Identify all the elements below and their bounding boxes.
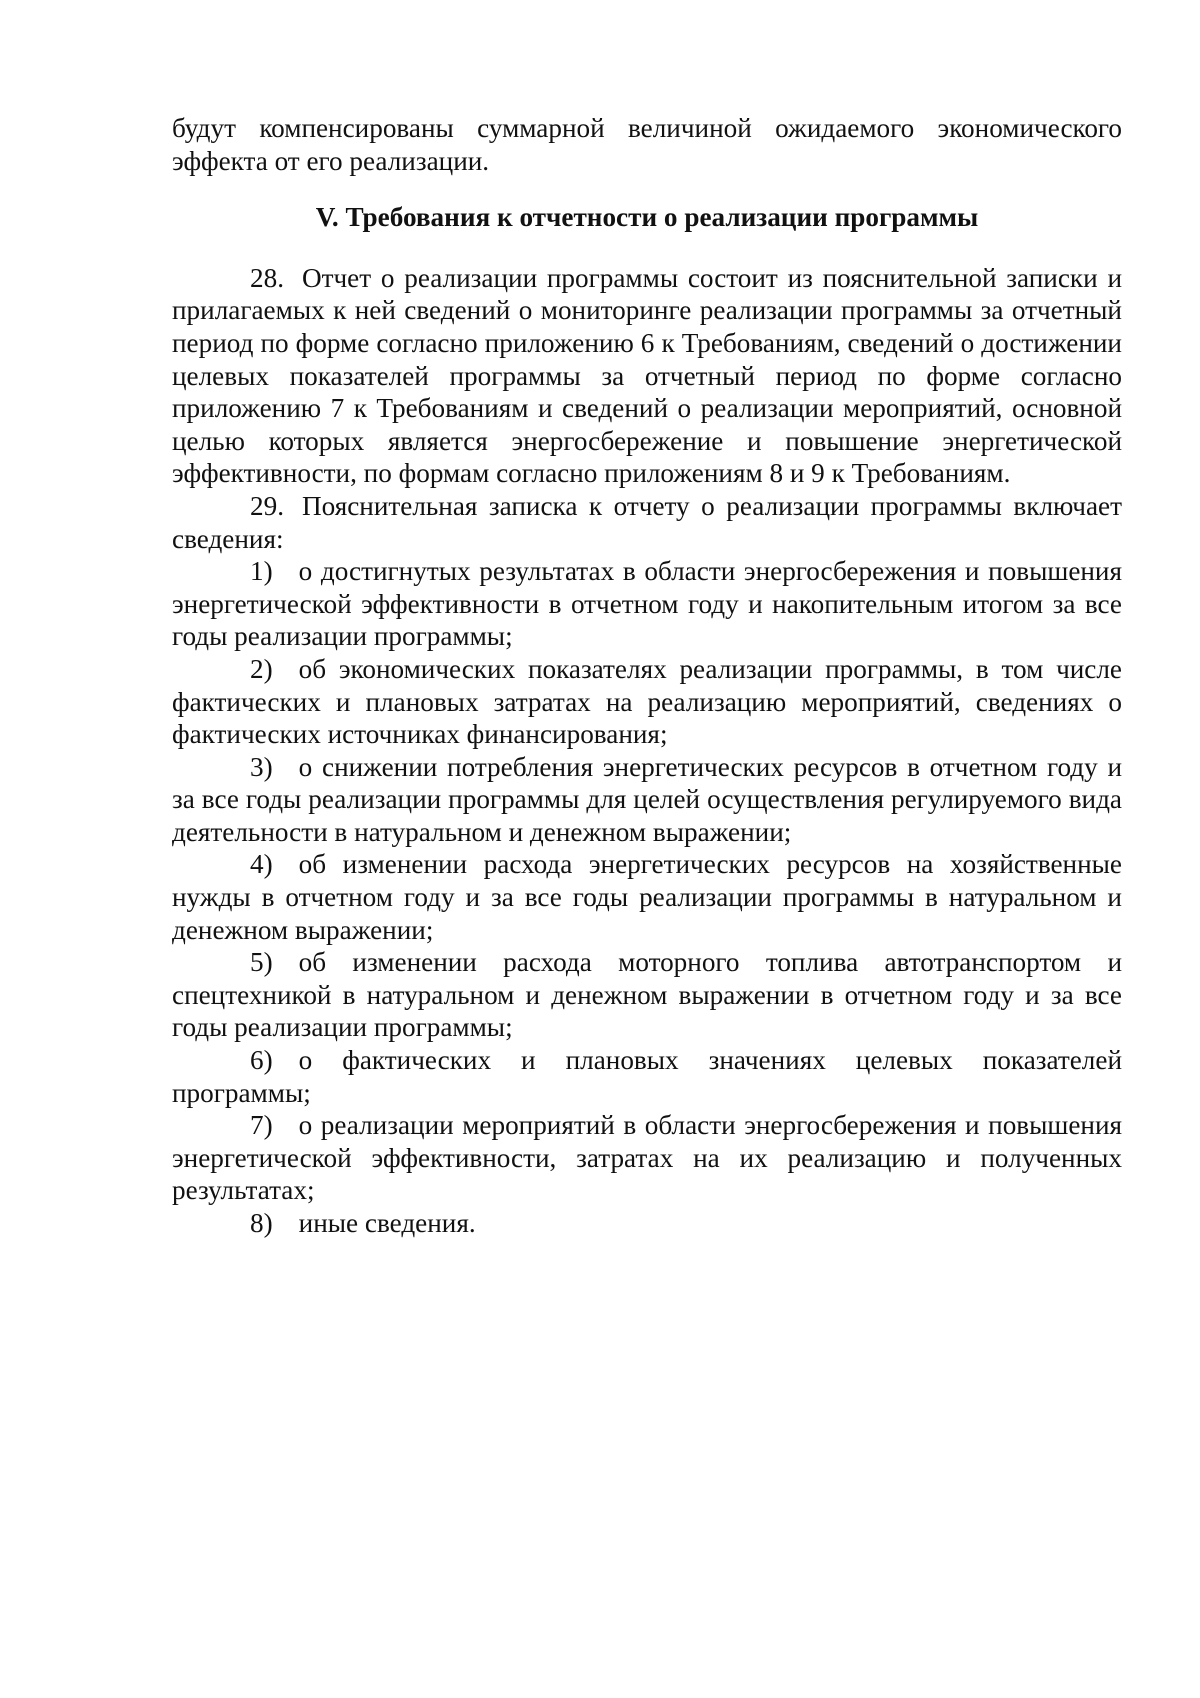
list-item: [172, 653, 1122, 751]
list-item: [172, 1044, 1122, 1109]
list-item-text: о фактических и плановых значениях целевых показателей программы;: [172, 1045, 1122, 1108]
list-item-text: иные сведения.: [298, 1208, 476, 1238]
list-item: [172, 1207, 1122, 1240]
list-item: [172, 946, 1122, 1044]
list-item-number: 2): [250, 653, 273, 684]
document-page: [172, 112, 1122, 1240]
list-item: [172, 555, 1122, 653]
paragraph-text: Пояснительная записка к отчету о реализации программы включает сведения:: [172, 490, 1122, 554]
paragraph-28: [172, 262, 1122, 490]
list-item: [172, 751, 1122, 849]
list-item-text: о достигнутых результатах в области энергосбережения и повышения энергетической эффективности в отчетном году и накопительным итогом за все годы реализации программы;: [172, 556, 1122, 652]
list-item-text: о снижении потребления энергетических ресурсов в отчетном году и за все годы реализации программы для целей осуществления регулируемого вида деятельности в натуральном и денежном выражении;: [172, 751, 1122, 847]
list-item-text: об изменении расхода энергетических ресурсов на хозяйственные нужды в отчетном году и за все годы реализации программы в натуральном и денежном выражении;: [172, 849, 1122, 945]
list-item-number: 6): [250, 1045, 273, 1076]
list-item-text: об изменении расхода моторного топлива автотранспортом и спецтехникой в натуральном и денежном выражении в отчетном году и за все годы реализации программы;: [172, 947, 1122, 1043]
list-item-text: об экономических показателях реализации программы, в том числе фактических и плановых затратах на реализацию мероприятий, сведениях о фактических источниках финансирования;: [172, 653, 1122, 750]
section-heading: V. Требования к отчетности о реализации программы: [315, 202, 979, 233]
list-item-number: 3): [250, 751, 273, 782]
list-item-number: 7): [250, 1110, 273, 1141]
intro-paragraph: будут компенсированы суммарной величиной ожидаемого экономического эффекта от его реализации.: [172, 113, 1122, 176]
list-item-text: о реализации мероприятий в области энергосбережения и повышения энергетической эффективности, затратах на их реализацию и полученных результатах;: [172, 1110, 1122, 1206]
list-item: [172, 848, 1122, 946]
paragraph-number: 29.: [250, 490, 284, 521]
list-item: [172, 1109, 1122, 1207]
paragraph-text: Отчет о реализации программы состоит из пояснительной записки и прилагаемых к ней сведений о мониторинге реализации программы за отчетный период по форме согласно приложению 6 к Требованиям, сведений о достижении целевых показателей программы за отчетный период по форме согласно приложению 7 к Требованиям и сведений о реализации мероприятий, основной целью которых является энергосбережение и повышение энергетической эффективности, по формам согласно приложениям 8 и 9 к Требованиям.: [172, 262, 1122, 489]
paragraph-29: [172, 490, 1122, 555]
list-item-number: 5): [250, 947, 273, 978]
list-item-number: 1): [250, 556, 273, 587]
list-item-number: 8): [250, 1208, 273, 1238]
paragraph-number: 28.: [250, 262, 284, 293]
list-item-number: 4): [250, 849, 273, 880]
